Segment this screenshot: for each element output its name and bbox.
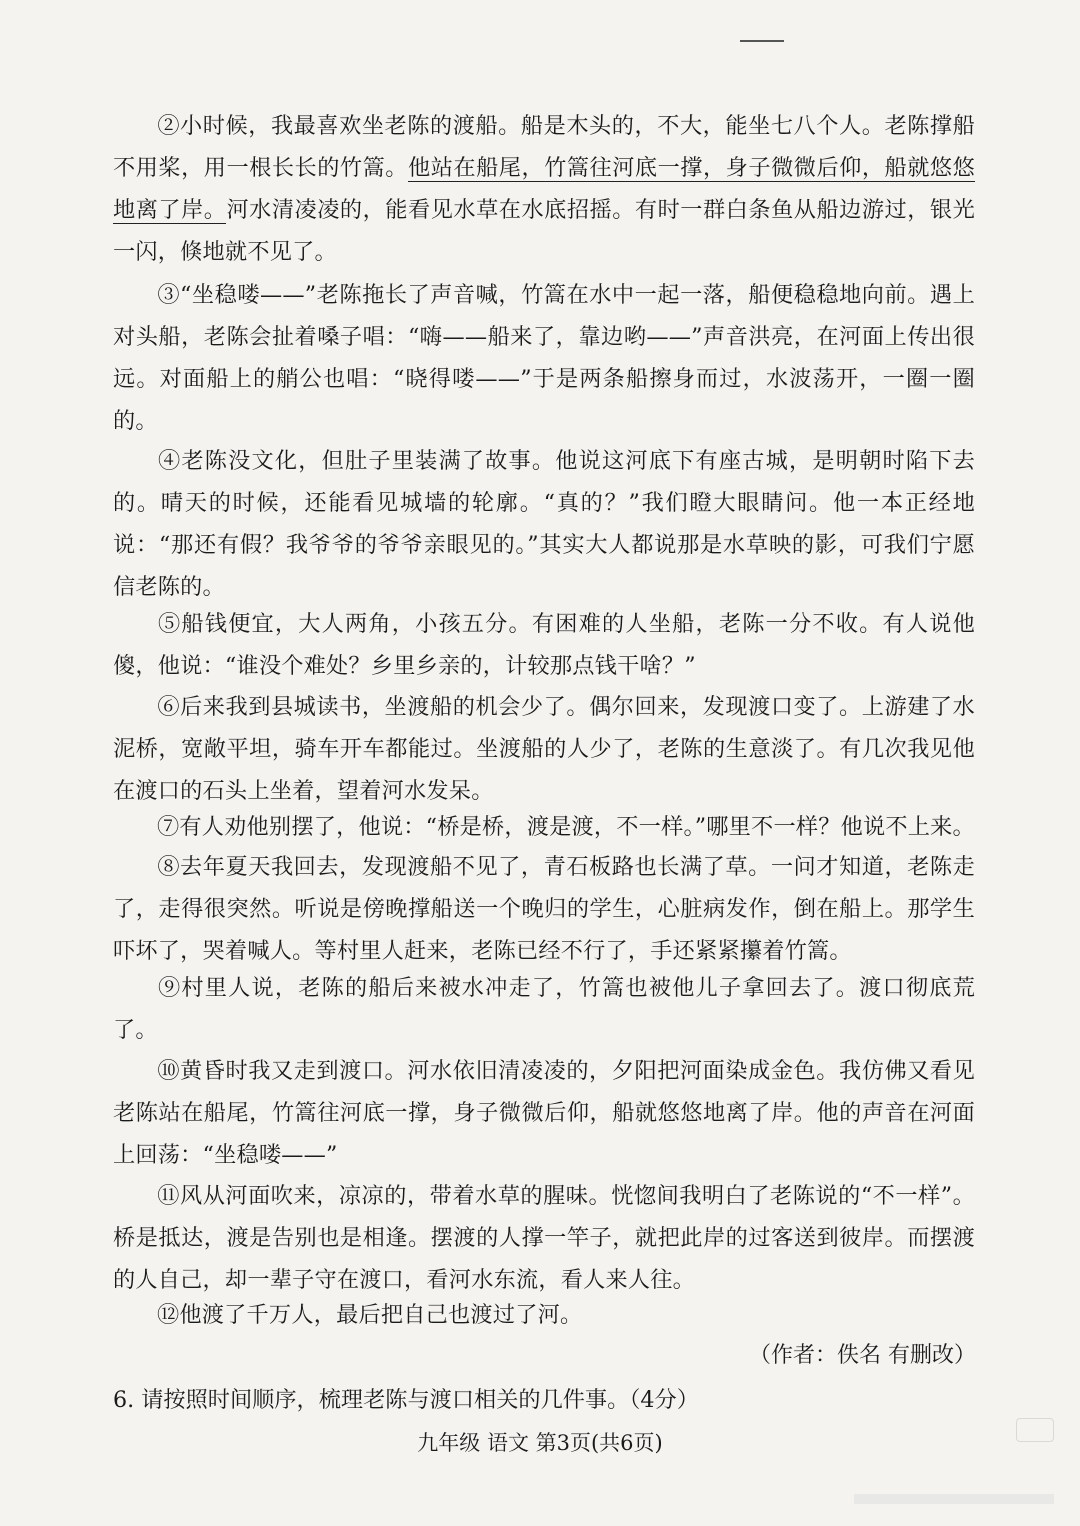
question-6: 6. 请按照时间顺序，梳理老陈与渡口相关的几件事。（4分） (113, 1387, 699, 1413)
paragraph-5 (113, 603, 975, 687)
page-footer: 九年级 语文 第3页(共6页) (417, 1431, 663, 1455)
paragraph-11 (113, 1175, 975, 1301)
paragraph-9-text: ⑨村里人说，老陈的船后来被水冲走了，竹篙也被他儿子拿回去了。渡口彻底荒了。 (113, 975, 975, 1043)
paragraph-2 (113, 105, 975, 273)
paragraph-6-text: ⑥后来我到县城读书，坐渡船的机会少了。偶尔回来，发现渡口变了。上游建了水泥桥，宽敞平坦，骑车开车都能过。坐渡船的人少了，老陈的生意淡了。有几次我见他在渡口的石头上坐着，望着河水发呆。 (113, 694, 975, 804)
paragraph-7 (113, 806, 975, 848)
paragraph-7-text: ⑦有人劝他别摆了，他说：“桥是桥，渡是渡，不一样。”哪里不一样？他说不上来。 (157, 814, 975, 840)
paragraph-8 (113, 846, 975, 972)
paragraph-4-text: ④老陈没文化，但肚子里装满了故事。他说这河底下有座古城，是明朝时陷下去的。晴天的时候，还能看见城墙的轮廓。“真的？”我们瞪大眼睛问。他一本正经地说：“那还有假？我爷爷的爷爷亲眼见的。”其实大人都说那是水草映的影，可我们宁愿信老陈的。 (113, 448, 975, 600)
watermark-strip (854, 1494, 1054, 1504)
paragraph-4 (113, 440, 975, 608)
paragraph-12 (113, 1294, 975, 1336)
paragraph-2-text-b: 河水清凌凌的，能看见水草在水底招摇。有时一群白条鱼从船边游过，银光一闪，倏地就不见了。 (113, 197, 975, 265)
underlined-sentence: 他站在船尾，竹篙往河底一撑，身子微微后仰，船就悠悠地离了岸。 (113, 155, 975, 223)
paragraph-12-text: ⑫他渡了千万人，最后把自己也渡过了河。 (157, 1302, 583, 1328)
top-mark (740, 40, 784, 42)
paragraph-2-text-a: ②小时候，我最喜欢坐老陈的渡船。船是木头的，不大，能坐七八个人。老陈撑船不用桨，用一根长长的竹篙。 (113, 113, 975, 181)
paragraph-6 (113, 686, 975, 812)
paragraph-10 (113, 1050, 975, 1176)
paragraph-3 (113, 274, 975, 442)
paragraph-10-text: ⑩黄昏时我又走到渡口。河水依旧清凌凌的，夕阳把河面染成金色。我仿佛又看见老陈站在船尾，竹篙往河底一撑，身子微微后仰，船就悠悠地离了岸。他的声音在河面上回荡：“坐稳喽——” (113, 1058, 975, 1168)
paragraph-3-text: ③“坐稳喽——”老陈拖长了声音喊，竹篙在水中一起一落，船便稳稳地向前。遇上对头船，老陈会扯着嗓子唱：“嗨——船来了，靠边哟——”声音洪亮，在河面上传出很远。对面船上的艄公也唱：“晓得喽——”于是两条船擦身而过，水波荡开，一圈一圈的。 (113, 282, 975, 434)
paragraph-11-text: ⑪风从河面吹来，凉凉的，带着水草的腥味。恍惚间我明白了老陈说的“不一样”。桥是抵达，渡是告别也是相逢。摆渡的人撑一竿子，就把此岸的过客送到彼岸。而摆渡的人自己，却一辈子守在渡口，看河水东流，看人来人往。 (113, 1183, 975, 1293)
watermark-mark (1016, 1418, 1054, 1442)
paragraph-9 (113, 967, 975, 1051)
paragraph-5-text: ⑤船钱便宜，大人两角，小孩五分。有困难的人坐船，老陈一分不收。有人说他傻，他说：“谁没个难处？乡里乡亲的，计较那点钱干啥？” (113, 611, 975, 679)
paragraph-8-text: ⑧去年夏天我回去，发现渡船不见了，青石板路也长满了草。一问才知道，老陈走了，走得很突然。听说是傍晚撑船送一个晚归的学生，心脏病发作，倒在船上。那学生吓坏了，哭着喊人。等村里人赶来，老陈已经不行了，手还紧紧攥着竹篙。 (113, 854, 975, 964)
author-note: （作者：佚名 有删改） (749, 1343, 976, 1368)
